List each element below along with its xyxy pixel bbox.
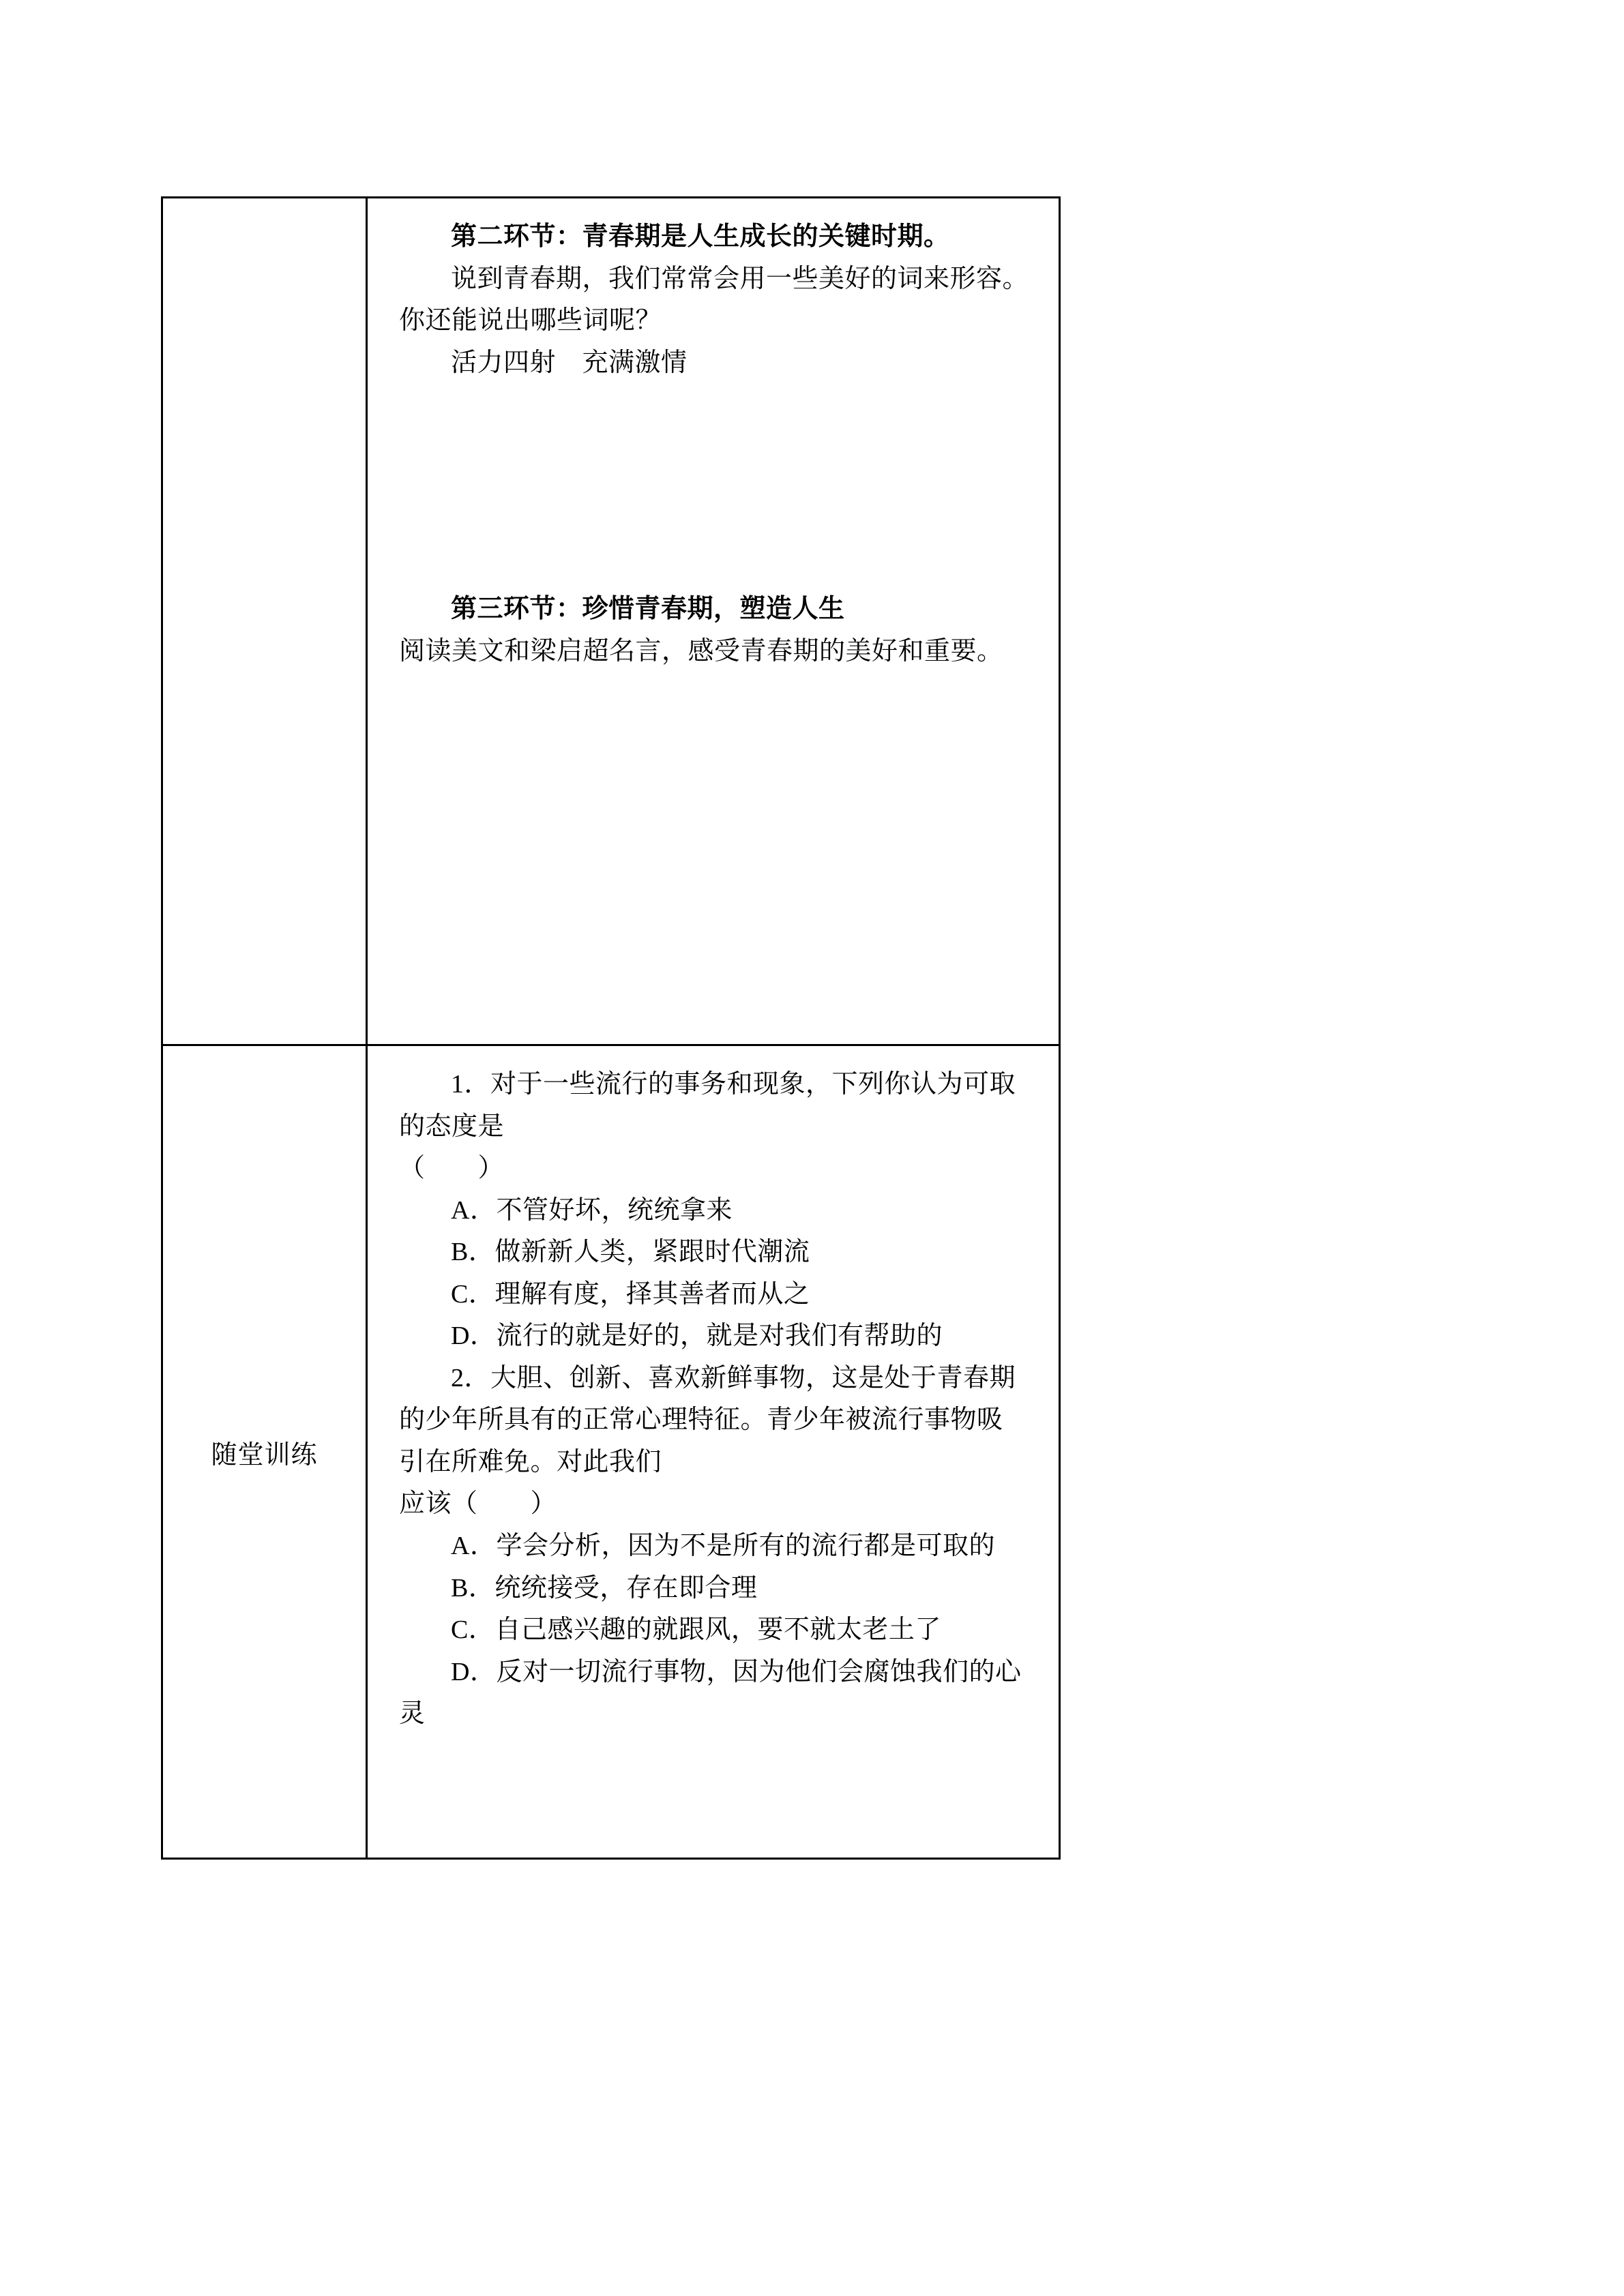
question-2-option-b: B．统统接受，存在即合理 xyxy=(451,1573,758,1602)
row1-body-cell xyxy=(367,198,1060,1045)
section3-paragraph-1: 阅读美文和梁启超名言，感受青春期的美好和重要。 xyxy=(399,636,1003,666)
row1-label-text xyxy=(163,198,366,1044)
row1-body-content xyxy=(368,198,1059,1044)
question-2-option-a: A．学会分析，因为不是所有的流行都是可取的 xyxy=(451,1532,995,1561)
question-1-blank: （ ） xyxy=(399,1154,505,1183)
row1-label-cell xyxy=(162,198,367,1045)
question-1-option-b: B．做新新人类，紧跟时代潮流 xyxy=(451,1238,810,1267)
question-1-option-c: C．理解有度，择其善者而从之 xyxy=(451,1279,810,1309)
question-1-option-a: A．不管好坏，统统拿来 xyxy=(451,1195,733,1225)
row2-label-text: 随堂训练 xyxy=(211,1440,318,1470)
section3-heading: 第三环节：珍惜青春期，塑造人生 xyxy=(451,595,845,624)
question-2-blank: 应该（ ） xyxy=(399,1489,557,1519)
section2-paragraph-1: 说到青春期，我们常常会用一些美好的词来形容。你还能说出哪些词呢？ xyxy=(399,264,1029,336)
lesson-plan-table xyxy=(161,196,1061,1860)
question-2-option-c: C．自己感兴趣的就跟风，要不就太老土了 xyxy=(451,1615,941,1645)
table-row xyxy=(162,1045,1060,1859)
exercises-content xyxy=(368,1046,1059,1858)
question-2-option-d: D．反对一切流行事物，因为他们会腐蚀我们的心灵 xyxy=(399,1657,1022,1729)
row2-body-cell xyxy=(367,1045,1060,1859)
section2-heading: 第二环节：青春期是人生成长的关键时期。 xyxy=(451,222,950,251)
table-row xyxy=(162,198,1060,1045)
question-2-stem: 2．大胆、创新、喜欢新鲜事物，这是处于青春期的少年所具有的正常心理特征。青少年被流行事物吸引在所难免。对此我们 xyxy=(399,1363,1016,1476)
spacer-block-1 xyxy=(399,384,1029,588)
question-1-stem: 1．对于一些流行的事务和现象，下列你认为可取的态度是 xyxy=(399,1070,1016,1141)
row2-label-cell xyxy=(162,1045,367,1859)
question-1-option-d: D．流行的就是好的，就是对我们有帮助的 xyxy=(451,1322,943,1351)
section2-paragraph-2: 活力四射 充满激情 xyxy=(451,348,688,377)
